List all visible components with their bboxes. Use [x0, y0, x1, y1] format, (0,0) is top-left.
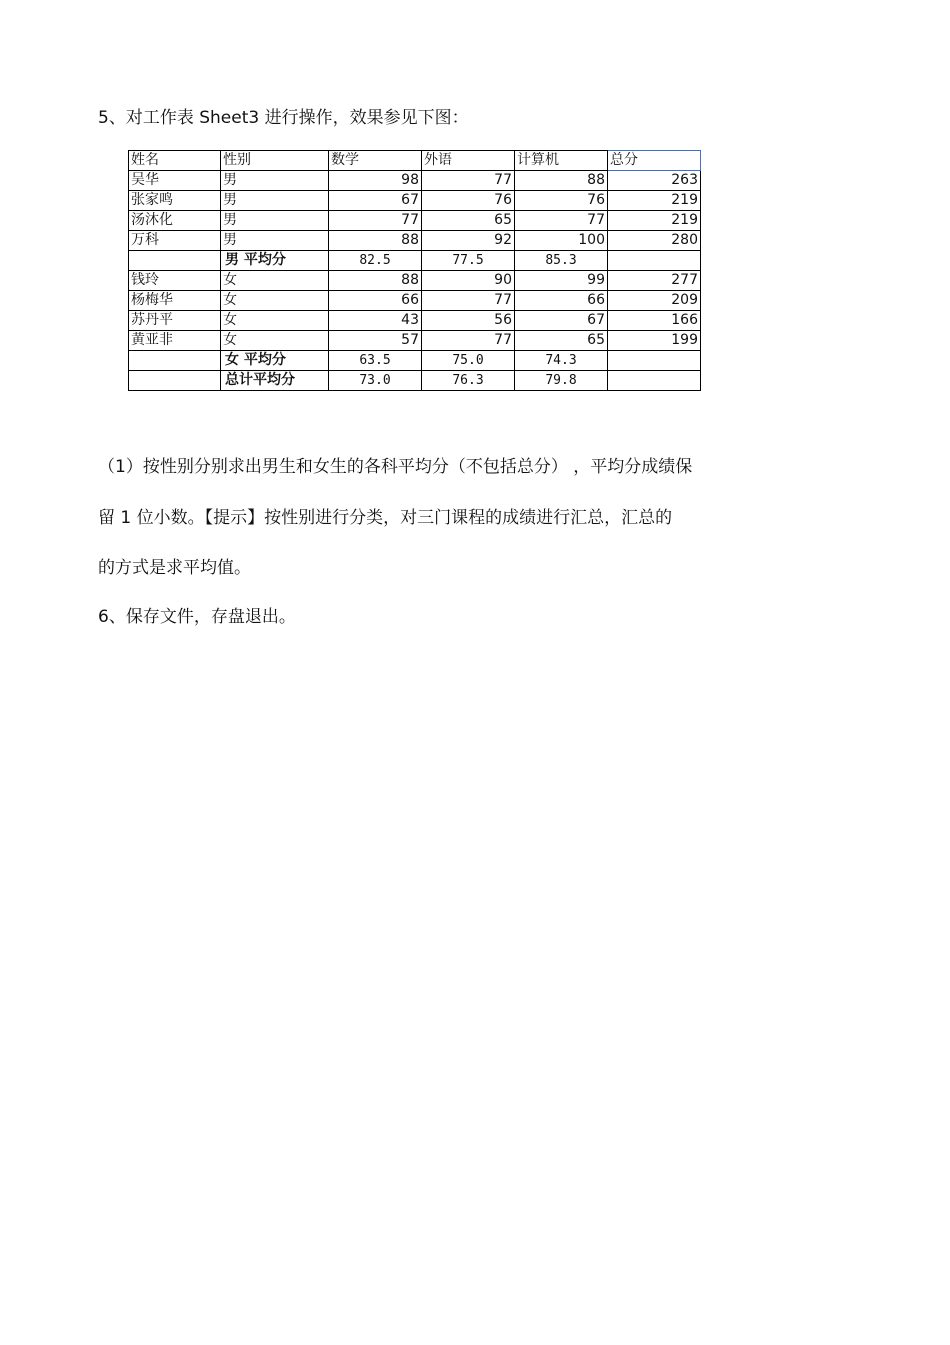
table-cell: 277: [608, 271, 701, 291]
table-cell: 女: [221, 271, 329, 291]
table-cell: 65: [422, 211, 515, 231]
table-cell: 女: [221, 331, 329, 351]
table-cell: 76: [515, 191, 608, 211]
table-cell: 209: [608, 291, 701, 311]
table-row: [129, 291, 701, 311]
table-cell: 汤沐化: [129, 211, 221, 231]
table-cell: 88: [329, 231, 422, 251]
table-cell: 92: [422, 231, 515, 251]
table-cell: 280: [608, 231, 701, 251]
table-cell: 63.5: [329, 351, 422, 371]
table-cell: 88: [329, 271, 422, 291]
table-cell: 苏丹平: [129, 311, 221, 331]
instruction-line-3: 的方式是求平均值。: [98, 558, 251, 578]
table-row: [129, 331, 701, 351]
table-cell: 100: [515, 231, 608, 251]
table-row: [129, 231, 701, 251]
instruction-line-1: （1）按性别分别求出男生和女生的各科平均分（不包括总分） ，平均分成绩保: [98, 457, 693, 477]
table-cell: 82.5: [329, 251, 422, 271]
table-cell: 外语: [422, 151, 515, 171]
table-cell: 76.3: [422, 371, 515, 391]
table-cell: [129, 251, 221, 271]
table-cell: 姓名: [129, 151, 221, 171]
table-cell: 男: [221, 191, 329, 211]
table-cell: 66: [515, 291, 608, 311]
total-average-row: [129, 371, 701, 391]
table-cell: 77: [422, 291, 515, 311]
table-cell: 67: [515, 311, 608, 331]
table-cell: 85.3: [515, 251, 608, 271]
table-cell: 76: [422, 191, 515, 211]
table-cell: 总分: [608, 151, 701, 171]
table-cell: 99: [515, 271, 608, 291]
table-cell: 77: [515, 211, 608, 231]
table-cell: 77: [329, 211, 422, 231]
table-row: [129, 171, 701, 191]
table-cell: 黄亚非: [129, 331, 221, 351]
table-cell: 74.3: [515, 351, 608, 371]
question-6-text: 6、保存文件，存盘退出。: [98, 607, 296, 627]
table-row: [129, 191, 701, 211]
table-cell: 88: [515, 171, 608, 191]
table-cell: 79.8: [515, 371, 608, 391]
table-cell: 75.0: [422, 351, 515, 371]
table-cell: 219: [608, 191, 701, 211]
male-average-row: [129, 251, 701, 271]
female-average-row: [129, 351, 701, 371]
table-cell: 57: [329, 331, 422, 351]
instruction-line-2: 留 1 位小数。【提示】按性别进行分类，对三门课程的成绩进行汇总，汇总的: [98, 508, 673, 528]
table-cell: 199: [608, 331, 701, 351]
table-cell: 43: [329, 311, 422, 331]
table-cell: 数学: [329, 151, 422, 171]
table-cell: 56: [422, 311, 515, 331]
table-cell: 90: [422, 271, 515, 291]
table-cell: 77: [422, 331, 515, 351]
table-cell: 73.0: [329, 371, 422, 391]
table-cell: 98: [329, 171, 422, 191]
table-cell: 66: [329, 291, 422, 311]
table-cell: 77: [422, 171, 515, 191]
table-cell: 女: [221, 291, 329, 311]
score-table: [128, 150, 701, 391]
table-cell: 女 平均分: [221, 351, 329, 371]
table-cell: 杨梅华: [129, 291, 221, 311]
table-row: [129, 271, 701, 291]
table-cell: 263: [608, 171, 701, 191]
table-cell: 男: [221, 171, 329, 191]
table-cell: [608, 251, 701, 271]
table-row: [129, 311, 701, 331]
table-cell: 钱玲: [129, 271, 221, 291]
table-header-row: [129, 151, 701, 171]
table-row: [129, 211, 701, 231]
table-cell: [608, 371, 701, 391]
table-cell: 男: [221, 231, 329, 251]
table-cell: 67: [329, 191, 422, 211]
table-cell: 万科: [129, 231, 221, 251]
table-cell: [608, 351, 701, 371]
table-cell: 张家鸣: [129, 191, 221, 211]
table-cell: 性别: [221, 151, 329, 171]
table-cell: 男: [221, 211, 329, 231]
table-cell: 计算机: [515, 151, 608, 171]
table-cell: 总计平均分: [221, 371, 329, 391]
table-cell: [129, 351, 221, 371]
table-cell: 吴华: [129, 171, 221, 191]
table-cell: 166: [608, 311, 701, 331]
table-cell: 77.5: [422, 251, 515, 271]
sheet3-table-image: [128, 150, 701, 391]
table-cell: 女: [221, 311, 329, 331]
table-cell: 219: [608, 211, 701, 231]
question-5-text: 5、对工作表 Sheet3 进行操作，效果参见下图：: [98, 108, 469, 128]
table-cell: 65: [515, 331, 608, 351]
table-cell: [129, 371, 221, 391]
table-cell: 男 平均分: [221, 251, 329, 271]
